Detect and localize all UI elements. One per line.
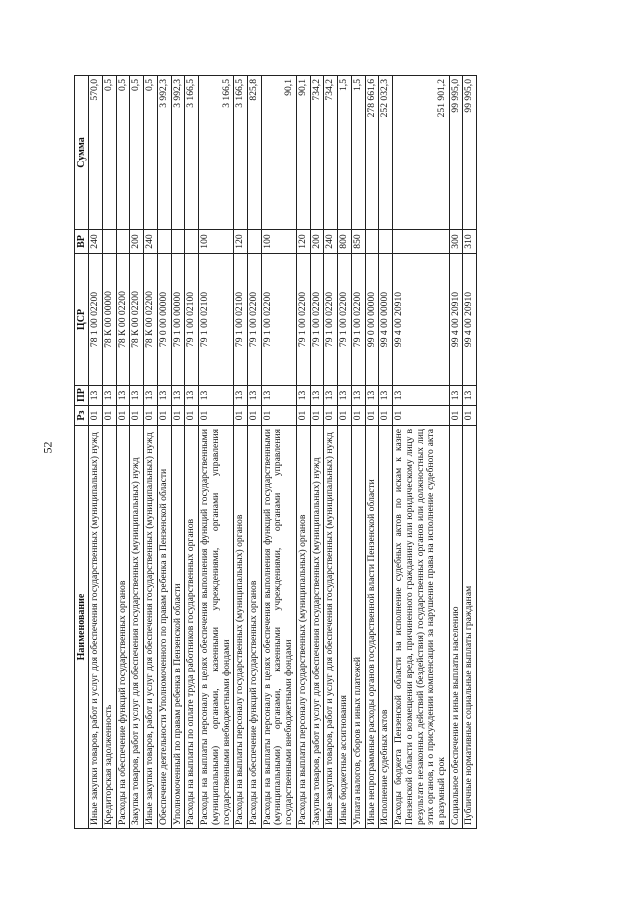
cell-sum: 99 995,0 [449,76,463,230]
cell-sum: 3 166,5 [185,76,199,230]
cell-vr: 240 [89,230,103,254]
cell-pr: 13 [144,386,158,406]
cell-csr: 79 1 00 02200 [261,254,296,386]
header-rz: Рз [75,406,89,426]
table-row [296,76,310,829]
cell-vr [102,230,116,254]
cell-name: Расходы на обеспечение функций государственных органов [248,426,262,829]
cell-csr: 78 К 00 02200 [144,254,158,386]
cell-vr: 240 [144,230,158,254]
cell-csr: 78 К 00 00000 [102,254,116,386]
cell-name: Расходы на выплаты персоналу государственных (муниципальных) органов [234,426,248,829]
cell-csr: 79 1 00 00000 [171,254,185,386]
cell-rz: 01 [365,406,379,426]
cell-rz: 01 [157,406,171,426]
table-row [199,76,234,829]
cell-csr: 99 4 00 20910 [463,254,477,386]
cell-pr: 13 [379,386,393,406]
cell-pr: 13 [171,386,185,406]
table-row [157,76,171,829]
cell-name: Иные закупки товаров, работ и услуг для обеспечения государственных (муниципальных) нужд [89,426,103,829]
cell-sum: 90,1 [296,76,310,230]
rotated-table-container [74,76,589,829]
header-csr: ЦСР [75,254,89,386]
cell-name: Уплата налогов, сборов и иных платежей [351,426,365,829]
cell-pr: 13 [234,386,248,406]
cell-sum: 1,5 [351,76,365,230]
cell-rz: 01 [116,406,130,426]
table-row [310,76,324,829]
cell-csr: 79 0 00 00000 [157,254,171,386]
cell-csr: 99 4 00 00000 [379,254,393,386]
cell-pr: 13 [157,386,171,406]
table-row [185,76,199,829]
cell-sum: 734,2 [324,76,338,230]
cell-sum: 252 032,3 [379,76,393,230]
header-sum: Сумма [75,76,89,230]
cell-sum: 99 995,0 [463,76,477,230]
cell-pr: 13 [261,386,296,406]
cell-csr: 79 1 00 02200 [248,254,262,386]
cell-name: Иные бюджетные ассигнования [338,426,352,829]
cell-rz: 01 [379,406,393,426]
cell-name: Обеспечение деятельности Уполномоченного по правам ребенка в Пензенской области [157,426,171,829]
table-row [393,76,450,829]
table-row [171,76,185,829]
cell-rz: 01 [449,406,463,426]
cell-name: Расходы на обеспечение функций государственных органов [116,426,130,829]
cell-vr: 310 [463,230,477,254]
cell-rz: 01 [351,406,365,426]
cell-pr: 13 [102,386,116,406]
page-number: 52 [40,441,55,454]
cell-rz: 01 [324,406,338,426]
cell-vr [185,230,199,254]
cell-sum: 0,5 [116,76,130,230]
cell-pr: 13 [463,386,477,406]
cell-csr: 79 1 00 02200 [310,254,324,386]
cell-vr: 120 [296,230,310,254]
cell-name: Расходы бюджета Пензенской области на исполнение судебных актов по искам к казне Пензенской области о возмещении вреда, причиненного гражданину или юридическому лицу в результате незаконных действий (бездействия) государственных органов или должностных лиц этих органов, и о присуждении компенсации за нарушение права на исполнение судебного акта в разумный срок [393,426,450,829]
cell-csr: 79 1 00 02100 [234,254,248,386]
cell-sum: 3 992,3 [171,76,185,230]
cell-rz: 01 [248,406,262,426]
cell-name: Иные закупки товаров, работ и услуг для обеспечения государственных (муниципальных) нужд [144,426,158,829]
cell-vr: 300 [449,230,463,254]
cell-rz: 01 [102,406,116,426]
cell-pr: 13 [393,386,450,406]
table-row [144,76,158,829]
table-row [102,76,116,829]
table-row [351,76,365,829]
cell-vr: 100 [261,230,296,254]
cell-rz: 01 [171,406,185,426]
cell-sum: 3 166,5 [199,76,234,230]
cell-csr: 78 К 00 02200 [130,254,144,386]
cell-rz: 01 [463,406,477,426]
cell-name: Кредиторская задолженность [102,426,116,829]
cell-csr: 78 1 00 02200 [89,254,103,386]
cell-pr: 13 [449,386,463,406]
cell-name: Иные непрограммные расходы органов государственной власти Пензенской области [365,426,379,829]
cell-name: Иные закупки товаров, работ и услуг для обеспечения государственных (муниципальных) нужд [324,426,338,829]
cell-vr [248,230,262,254]
budget-table [74,75,477,829]
cell-csr: 79 1 00 02100 [199,254,234,386]
cell-csr: 79 1 00 02200 [296,254,310,386]
cell-name: Уполномоченный по правам ребенка в Пензенской области [171,426,185,829]
cell-name: Закупка товаров, работ и услуг для обеспечения государственных (муниципальных) нужд [130,426,144,829]
cell-sum: 0,5 [130,76,144,230]
cell-rz: 01 [199,406,234,426]
cell-name: Исполнение судебных актов [379,426,393,829]
cell-vr: 800 [338,230,352,254]
table-row [130,76,144,829]
cell-sum: 0,5 [144,76,158,230]
cell-name: Расходы на выплаты персоналу в целях обеспечения выполнения функций государственными (муниципальными) органами, казенными учреждениями, органами управления государственными внебюджетными фондами [199,426,234,829]
table-row [449,76,463,829]
cell-vr [171,230,185,254]
cell-vr: 240 [324,230,338,254]
cell-rz: 01 [144,406,158,426]
cell-csr: 79 1 00 02100 [185,254,199,386]
cell-name: Публичные нормативные социальные выплаты гражданам [463,426,477,829]
table-row [365,76,379,829]
cell-sum: 90,1 [261,76,296,230]
cell-vr [393,230,450,254]
table-row [234,76,248,829]
cell-vr: 100 [199,230,234,254]
cell-pr: 13 [338,386,352,406]
cell-pr: 13 [365,386,379,406]
cell-csr: 79 1 00 02200 [338,254,352,386]
table-row [338,76,352,829]
cell-name: Социальное обеспечение и иные выплаты населению [449,426,463,829]
cell-vr [365,230,379,254]
cell-csr: 99 4 00 20910 [393,254,450,386]
cell-sum: 825,8 [248,76,262,230]
cell-rz: 01 [310,406,324,426]
cell-pr: 13 [116,386,130,406]
cell-rz: 01 [185,406,199,426]
table-row [248,76,262,829]
cell-vr [157,230,171,254]
cell-pr: 13 [324,386,338,406]
cell-pr: 13 [248,386,262,406]
table-row [324,76,338,829]
cell-vr [379,230,393,254]
cell-pr: 13 [351,386,365,406]
cell-sum: 251 901,2 [393,76,450,230]
cell-vr: 120 [234,230,248,254]
cell-vr: 200 [310,230,324,254]
cell-rz: 01 [261,406,296,426]
cell-csr: 79 1 00 02200 [351,254,365,386]
cell-csr: 78 К 00 02200 [116,254,130,386]
header-vr: ВР [75,230,89,254]
cell-sum: 3 166,5 [234,76,248,230]
cell-sum: 734,2 [310,76,324,230]
cell-vr: 850 [351,230,365,254]
table-row [379,76,393,829]
cell-pr: 13 [130,386,144,406]
cell-vr: 200 [130,230,144,254]
cell-name: Расходы на выплаты по оплате труда работников государственных органов [185,426,199,829]
table-header-row [75,76,89,829]
cell-rz: 01 [338,406,352,426]
table-body [89,76,477,829]
cell-rz: 01 [130,406,144,426]
cell-sum: 278 661,6 [365,76,379,230]
table-row [89,76,103,829]
cell-pr: 13 [89,386,103,406]
cell-pr: 13 [199,386,234,406]
cell-rz: 01 [296,406,310,426]
cell-name: Расходы на выплаты персоналу государственных (муниципальных) органов [296,426,310,829]
cell-csr: 79 1 00 02200 [324,254,338,386]
cell-sum: 1,5 [338,76,352,230]
cell-pr: 13 [310,386,324,406]
cell-sum: 0,5 [102,76,116,230]
cell-pr: 13 [185,386,199,406]
cell-csr: 99 0 00 00000 [365,254,379,386]
table-row [463,76,477,829]
cell-sum: 570,0 [89,76,103,230]
cell-sum: 3 992,3 [157,76,171,230]
cell-rz: 01 [393,406,450,426]
cell-name: Закупка товаров, работ и услуг для обеспечения государственных (муниципальных) нужд [310,426,324,829]
header-pr: ПР [75,386,89,406]
cell-name: Расходы на выплаты персоналу в целях обеспечения выполнения функций государственными (муниципальными) органами, казенными учреждениями, органами управления государственными внебюджетными фондами [261,426,296,829]
table-row [116,76,130,829]
cell-rz: 01 [89,406,103,426]
cell-rz: 01 [234,406,248,426]
table-row [261,76,296,829]
cell-pr: 13 [296,386,310,406]
cell-csr: 99 4 00 20910 [449,254,463,386]
cell-vr [116,230,130,254]
header-name: Наименование [75,426,89,829]
